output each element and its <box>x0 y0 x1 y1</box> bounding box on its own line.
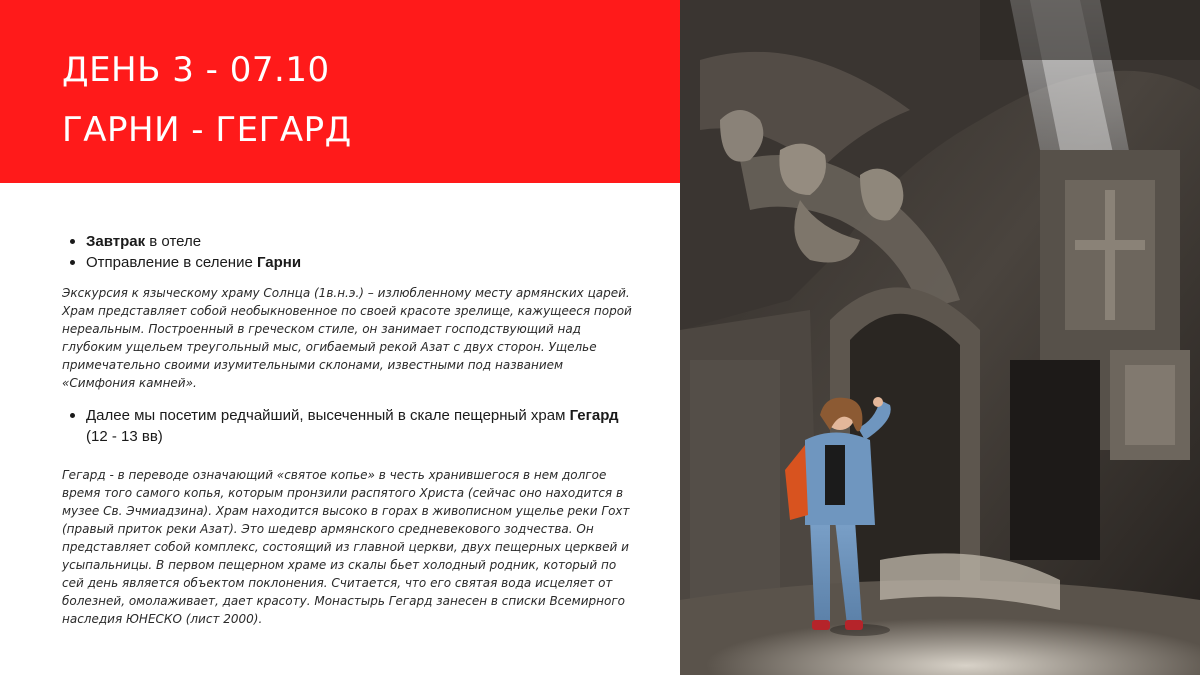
breakfast-bold: Завтрак <box>86 233 146 250</box>
geghard-intro-text: Далее мы посетим редчайший, высеченный в скале пещерный храм <box>86 407 570 424</box>
geghard-bold: Гегард <box>569 407 619 424</box>
list-item <box>70 252 301 273</box>
geghard-century: (12 - 13 вв) <box>86 428 163 445</box>
list-item <box>70 405 630 447</box>
cave-temple-photo <box>680 0 1200 675</box>
route-title: ГАРНИ - ГЕГАРД <box>62 110 352 150</box>
day-title: ДЕНЬ 3 - 07.10 <box>62 50 330 90</box>
garni-description: Экскурсия к языческому храму Солнца (1в.н.э.) – излюбленному месту армянских царей. Храм представляет собой необыкновенное по своей красоте зрелище, кажущееся порой нереальным. Построенный в греческом стиле, он занимает господствующий над глубоким ущельем треугольный мыс, огибаемый рекой Азат с двух сторон. Ущелье примечательно своими изумительными склонами, известными под названием «Симфония камней». <box>62 286 632 390</box>
geghard-description: Гегард - в переводе означающий «святое копье» в честь хранившегося в нем долгое время того самого копья, которым пронзили распятого Христа (сейчас оно находится в музее Св. Эчмиадзина). Храм находится высоко в горах в живописном ущелье реки Гохт (правый приток реки Азат). Это шедевр армянского средневекового зодчества. Он представляет собой комплекс, состоящий из главной церкви, двух пещерных церквей и усыпальницы. В первом пещерном храме из скалы бьет холодный родник, который по сей день является объектом поклонения. Считается, что его святая вода исцеляет от болезней, омолаживает, дает красоту. Монастырь Гегард занесен в списки Всемирного наследия ЮНЕСКО (лист 2000). <box>62 468 630 626</box>
content-area <box>0 183 680 675</box>
breakfast-text: в отеле <box>145 233 202 250</box>
title-banner <box>0 0 680 183</box>
list-item <box>70 231 301 252</box>
garni-bold: Гарни <box>256 254 302 271</box>
middle-bullets <box>70 405 630 447</box>
departure-text: Отправление в селение <box>86 254 257 271</box>
top-bullets <box>70 231 301 273</box>
